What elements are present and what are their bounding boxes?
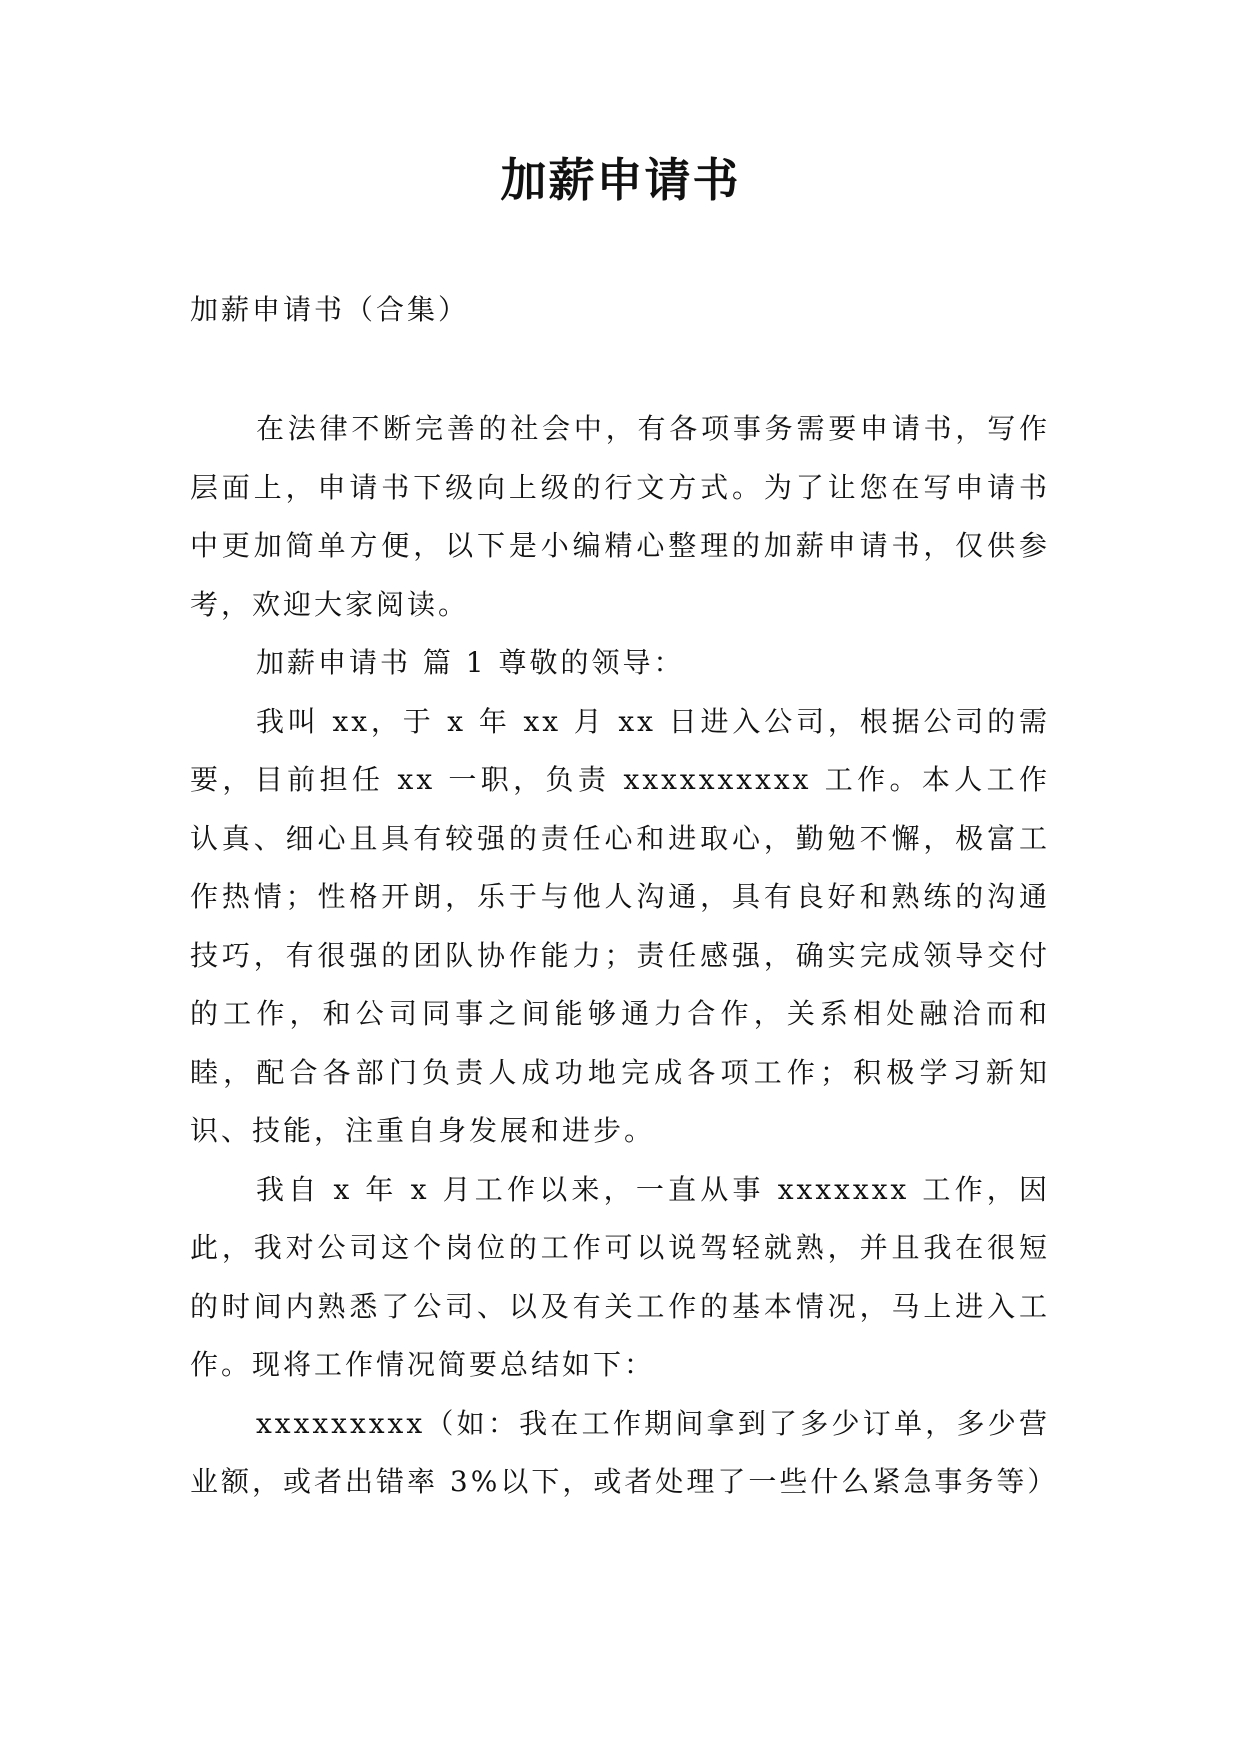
page-title: 加薪申请书 (500, 153, 741, 207)
intro-paragraph: 在法律不断完善的社会中，有各项事务需要申请书，写作层面上，申请书下级向上级的行文方式。为了让您在写申请书中更加简单方便，以下是小编精心整理的加薪申请书，仅供参考，欢迎大家阅读。 (190, 412, 1050, 621)
document-body (190, 400, 1059, 1512)
achievements-paragraph: xxxxxxxxx（如：我在工作期间拿到了多少订单，多少营业额，或者出错率 3%以下，或者处理了一些什么紧急事务等） (190, 1406, 1059, 1498)
work-experience-paragraph: 我自 x 年 x 月工作以来，一直从事 xxxxxxx 工作，因此，我对公司这个岗位的工作可以说驾轻就熟，并且我在很短的时间内熟悉了公司、以及有关工作的基本情况，马上进入工作。现将工作情况简要总结如下： (190, 1172, 1050, 1381)
section-heading-paragraph: 加薪申请书 篇 1 尊敬的领导： (256, 646, 685, 679)
self-introduction-paragraph: 我叫 xx，于 x 年 xx 月 xx 日进入公司，根据公司的需要，目前担任 xx 一职，负责 xxxxxxxxxx 工作。本人工作认真、细心且具有较强的责任心和进取心，勤勉不懈，极富工作热情；性格开朗，乐于与他人沟通，具有良好和熟练的沟通技巧，有很强的团队协作能力；责任感强，确实完成领导交付的工作，和公司同事之间能够通力合作，关系相处融洽而和睦，配合各部门负责人成功地完成各项工作；积极学习新知识、技能，注重自身发展和进步。 (190, 704, 1050, 1147)
document-subtitle: 加薪申请书（合集） (190, 293, 470, 326)
